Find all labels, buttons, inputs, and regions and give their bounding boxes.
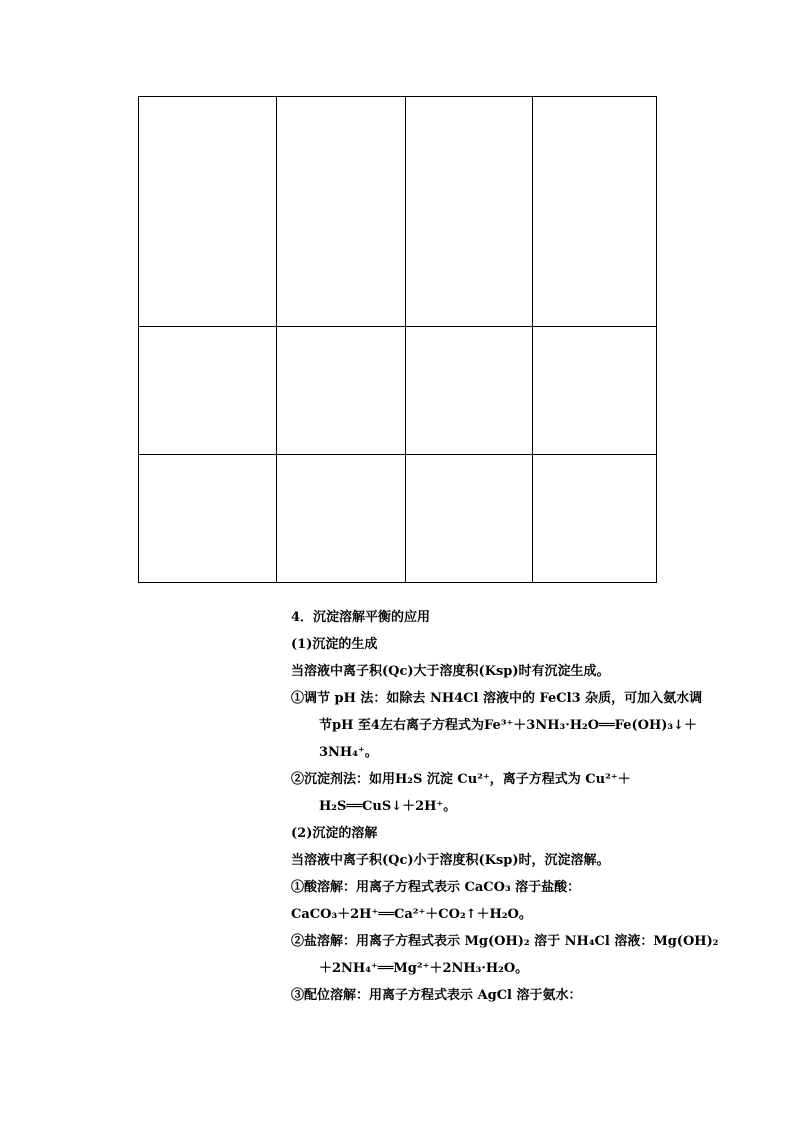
subsection-title: (2)沉淀的溶解 [291,826,378,841]
list-item-cont: 节pH 至4左右离子方程式为Fe³⁺＋3NH₃·H₂O══Fe(OH)₃↓＋ [319,718,697,733]
table-cell [139,327,277,455]
table-cell [533,455,657,583]
list-item: ②盐溶解：用离子方程式表示 Mg(OH)₂ 溶于 NH₄Cl 溶液：Mg(OH)₂ [291,934,719,949]
table-cell [277,327,406,455]
table-cell [139,455,277,583]
table-cell [406,97,533,327]
table-cell [139,97,277,327]
table-cell [406,455,533,583]
subsection-title: (1)沉淀的生成 [291,637,378,652]
list-item-cont: 3NH₄⁺。 [319,745,378,760]
section-text [291,604,719,1009]
table-cell [533,97,657,327]
table-cell [277,455,406,583]
list-item: ①酸溶解：用离子方程式表示 CaCO₃ 溶于盐酸： [291,880,581,895]
empty-table [138,96,657,583]
table-cell [277,97,406,327]
table-cell [406,327,533,455]
equation: CaCO₃＋2H⁺══Ca²⁺＋CO₂↑＋H₂O。 [291,907,532,922]
list-item-cont: ＋2NH₄⁺══Mg²⁺＋2NH₃·H₂O。 [319,961,529,976]
section-heading: 4．沉淀溶解平衡的应用 [291,610,431,625]
paragraph: 当溶液中离子积(Qc)大于溶度积(Ksp)时有沉淀生成。 [291,664,610,679]
list-item: ③配位溶解：用离子方程式表示 AgCl 溶于氨水： [291,988,582,1003]
list-item: ①调节 pH 法：如除去 NH4Cl 溶液中的 FeCl3 杂质，可加入氨水调 [291,691,703,706]
paragraph: 当溶液中离子积(Qc)小于溶度积(Ksp)时，沉淀溶解。 [291,853,610,868]
list-item-cont: H₂S══CuS↓＋2H⁺。 [319,799,457,814]
list-item: ②沉淀剂法：如用H₂S 沉淀 Cu²⁺，离子方程式为 Cu²⁺＋ [291,772,631,787]
table-cell [533,327,657,455]
